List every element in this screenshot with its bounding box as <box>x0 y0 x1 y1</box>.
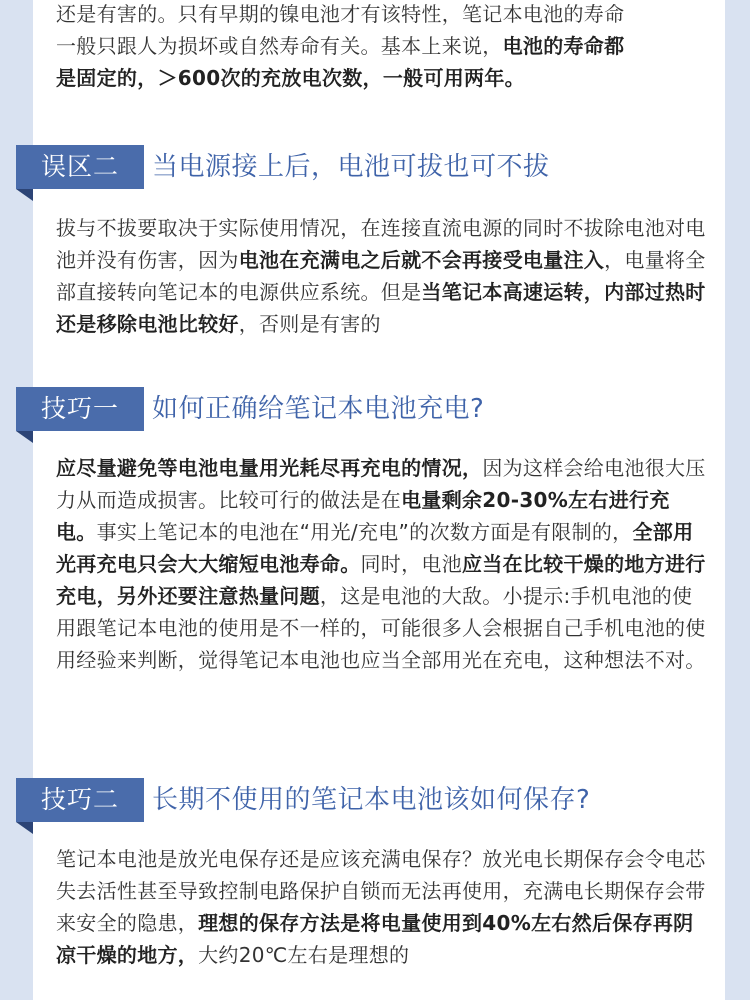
section1-text-2: ，电量将全部直接转向笔记本的电源供应系统。但是 <box>56 248 706 304</box>
section2-text-1: 因为这样会给电池很大压力从而造成损害。比较可行的做法是在 <box>56 456 706 512</box>
tag-fold-decoration <box>16 189 33 201</box>
section1-paragraph <box>56 212 706 340</box>
section1-bold-2: 当笔记本高速运转，内部过热时还是移除电池比较好 <box>56 280 706 336</box>
intro-bold-1: 电池的寿命都 <box>502 34 625 58</box>
section2-text-3: 同时，电池 <box>360 552 462 576</box>
section2-text-2: 事实上笔记本的电池在“用光/充电”的次数方面是有限制的， <box>96 520 633 544</box>
section2-paragraph <box>56 452 706 676</box>
intro-text-1: 还是有害的。只有早期的镍电池才有该特性，笔记本电池的寿命 <box>56 2 625 26</box>
section-title: 如何正确给笔记本电池充电? <box>152 394 485 424</box>
intro-bold-2: 是固定的，＞600次的充放电次数，一般可用两年。 <box>56 66 525 90</box>
tag-fold-decoration <box>16 431 33 443</box>
intro-paragraph <box>56 0 706 94</box>
section3-paragraph <box>56 843 706 971</box>
section1-bold-1: 电池在充满电之后就不会再接受电量注入 <box>238 248 605 272</box>
section3-bold-1: 理想的保存方法是将电量使用到40%左右然后保存再阴凉干燥的地方， <box>56 911 694 967</box>
section2-bold-3: 全部用光再充电只会大大缩短电池寿命。 <box>56 520 694 576</box>
section3-text-1: 笔记本电池是放光电保存还是应该充满电保存？放光电长期保存会令电芯失去活性甚至导致控制电路保护自锁而无法再使用，充满电长期保存会带来安全的隐患， <box>56 847 706 935</box>
section-title: 当电源接上后，电池可拔也可不拔 <box>152 152 550 182</box>
intro-text-2: 一般只跟人为损坏或自然寿命有关。基本上来说， <box>56 34 503 58</box>
section-tag: 技巧二 <box>16 778 144 822</box>
tag-fold-decoration <box>16 822 33 834</box>
section2-bold-1: 应尽量避免等电池电量用光耗尽再充电的情况， <box>56 456 483 480</box>
section-tag: 技巧一 <box>16 387 144 431</box>
section-tag: 误区二 <box>16 145 144 189</box>
section2-text-4: ，这是电池的大敌。小提示:手机电池的使用跟笔记本电池的使用是不一样的，可能很多人会根据自己手机电池的使用经验来判断，觉得笔记本电池也应当全部用光在充电，这种想法不对。 <box>56 584 706 672</box>
section2-bold-4: 应当在比较干燥的地方进行充电，另外还要注意热量问题 <box>56 552 706 608</box>
section2-bold-2: 电量剩余20-30%左右进行充电。 <box>56 488 670 544</box>
section1-text-3: ，否则是有害的 <box>238 312 381 336</box>
section1-text-1: 拔与不拔要取决于实际使用情况，在连接直流电源的同时不拔除电池对电池并没有伤害，因为 <box>56 216 706 272</box>
section3-text-2: 大约20℃左右是理想的 <box>198 943 410 967</box>
section-title: 长期不使用的笔记本电池该如何保存? <box>152 785 591 815</box>
